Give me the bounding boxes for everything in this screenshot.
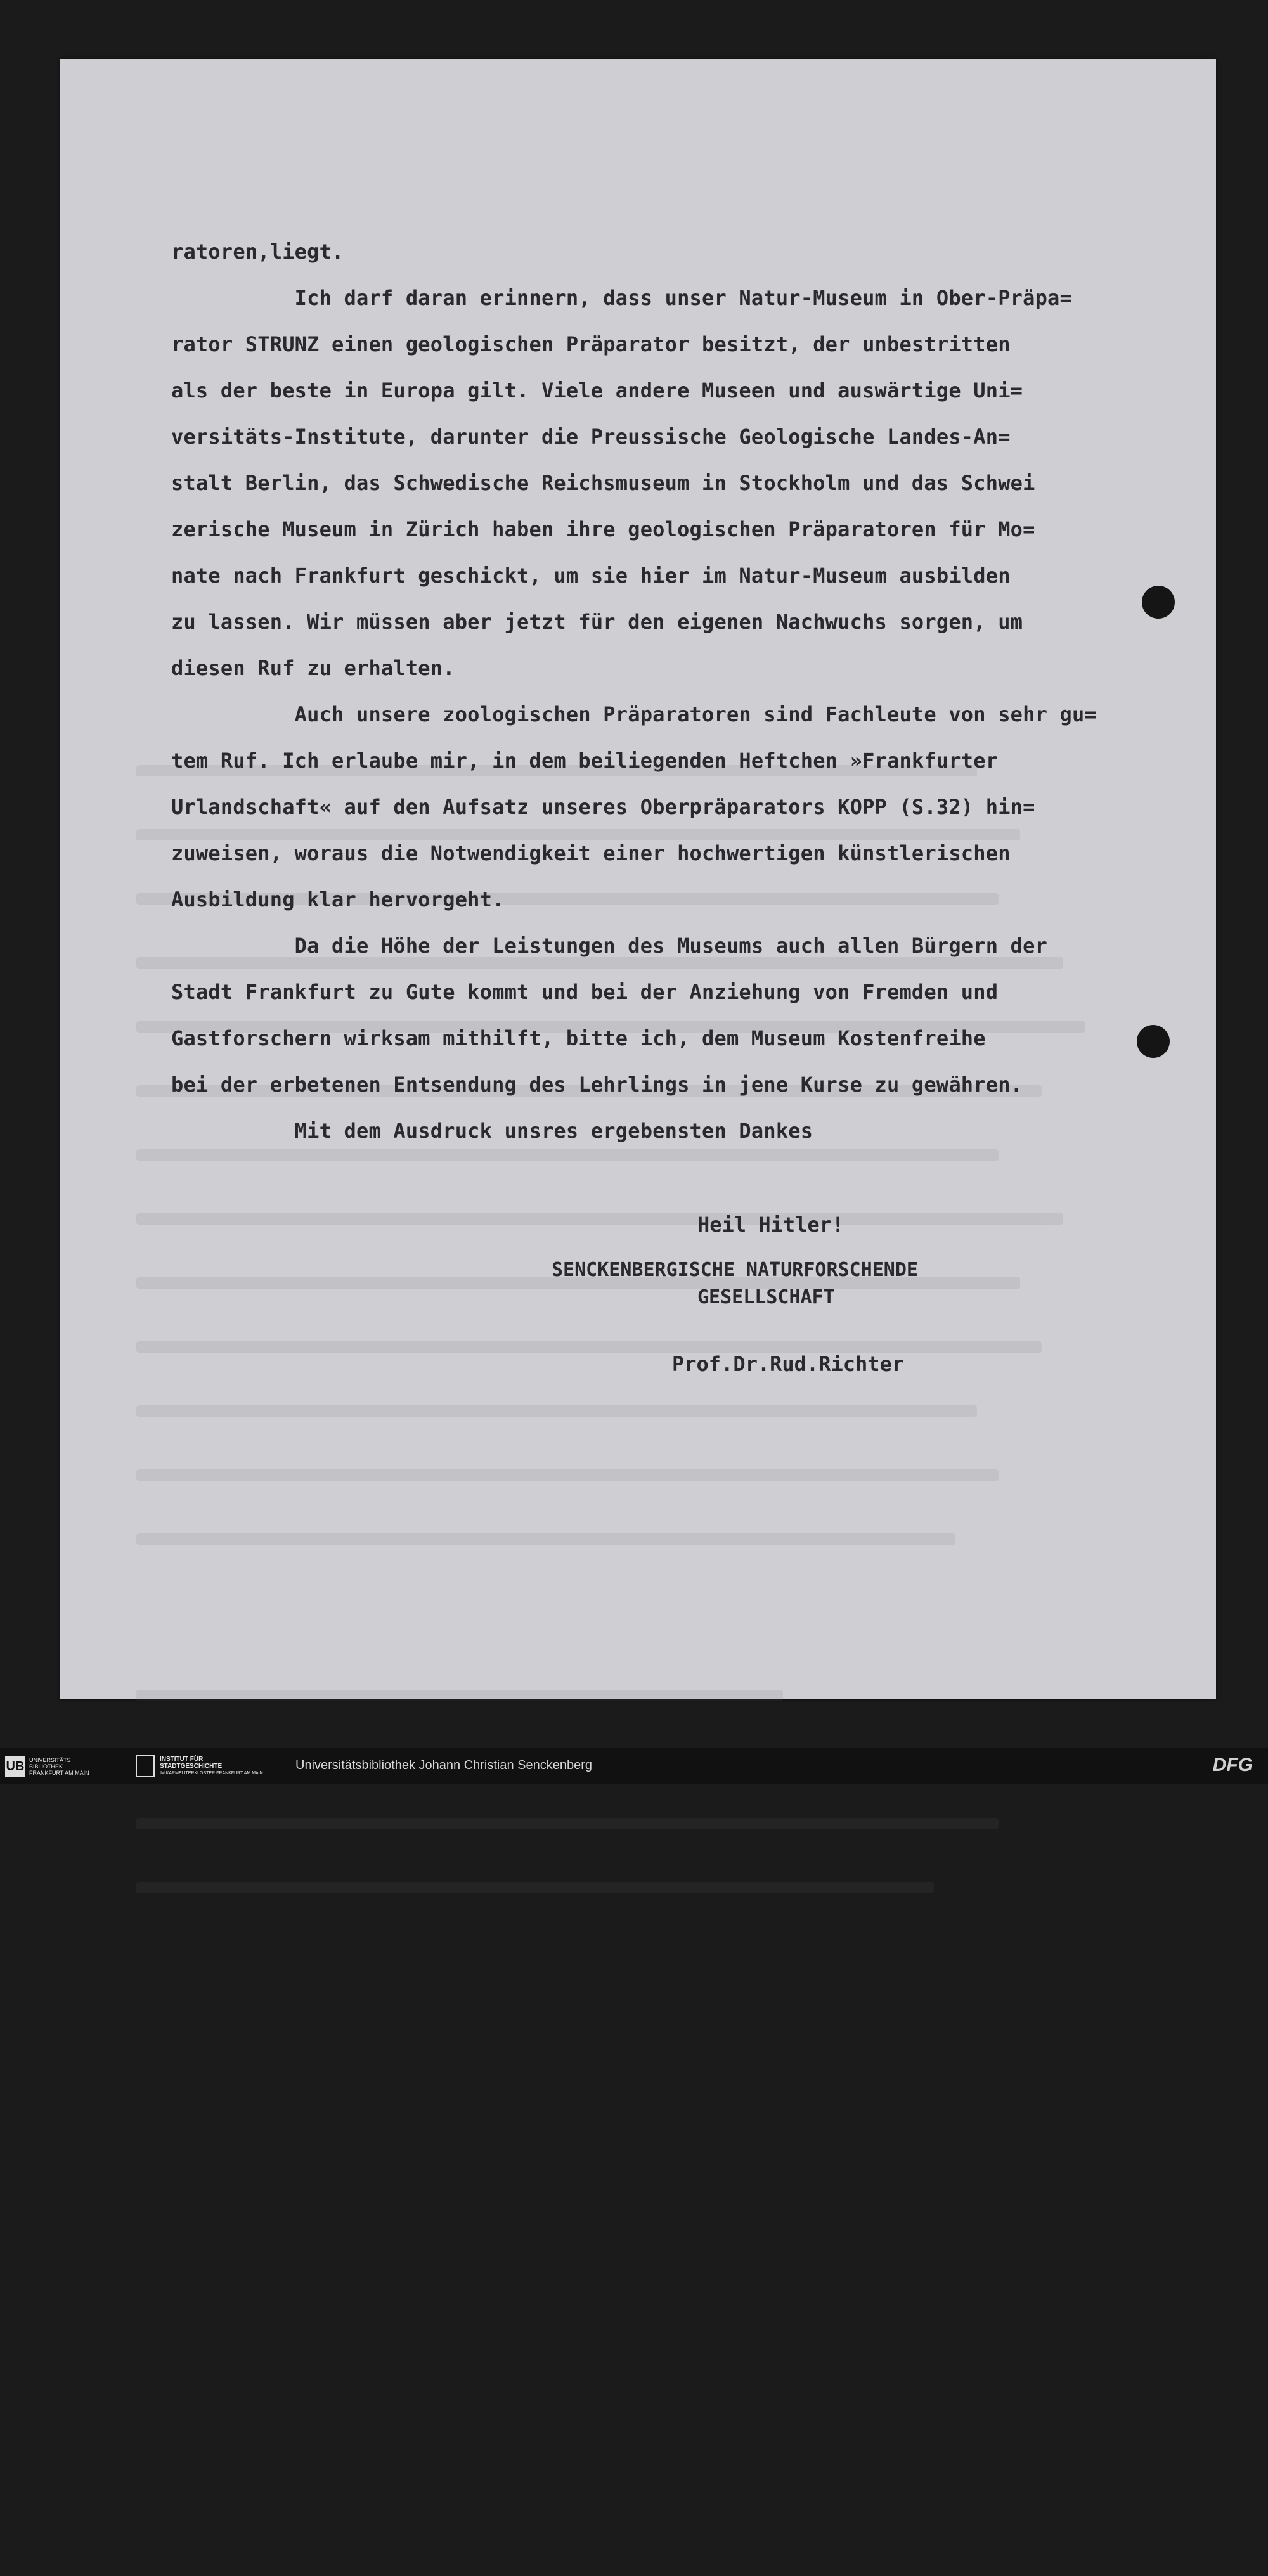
letter-line: tem Ruf. Ich erlaube mir, in dem beiliegenden Heftchen »Frankfurter bbox=[171, 749, 999, 773]
signature-name: Prof.Dr.Rud.Richter bbox=[672, 1352, 905, 1376]
punch-hole-top bbox=[1142, 586, 1175, 619]
ub-name bbox=[29, 1757, 99, 1776]
institute-logo bbox=[136, 1755, 280, 1777]
letter-line: versitäts-Institute, darunter die Preussische Geologische Landes-An= bbox=[171, 425, 1011, 449]
letter-line: zu lassen. Wir müssen aber jetzt für den eigenen Nachwuchs sorgen, um bbox=[171, 610, 1023, 634]
ub-mark-icon: UB bbox=[5, 1756, 25, 1777]
library-name: Universitätsbibliothek Johann Christian Senckenberg bbox=[295, 1758, 593, 1772]
ub-logo bbox=[5, 1756, 99, 1777]
letter-line: nate nach Frankfurt geschickt, um sie hier im Natur-Museum ausbilden bbox=[171, 564, 1011, 588]
punch-hole-bottom bbox=[1137, 1025, 1170, 1058]
letter-line: Urlandschaft« auf den Aufsatz unseres Oberpräparators KOPP (S.32) hin= bbox=[171, 795, 1035, 819]
letter-line: stalt Berlin, das Schwedische Reichsmuseum in Stockholm und das Schwei bbox=[171, 471, 1035, 495]
letter-line: Mit dem Ausdruck unsres ergebensten Dankes bbox=[171, 1119, 813, 1143]
institute-line-1: INSTITUT FÜR bbox=[160, 1755, 204, 1763]
letter-line: Ich darf daran erinnern, dass unser Natur-Museum in Ober-Präpa= bbox=[171, 286, 1072, 310]
letter-line: ratoren,liegt. bbox=[171, 240, 344, 264]
letter-line: zerische Museum in Zürich haben ihre geologischen Präparatoren für Mo= bbox=[171, 517, 1035, 541]
letter-line: als der beste in Europa gilt. Viele andere Museen und auswärtige Uni= bbox=[171, 378, 1023, 402]
letter-line: bei der erbetenen Entsendung des Lehrlings in jene Kurse zu gewähren. bbox=[171, 1072, 1023, 1097]
organization-line-1: SENCKENBERGISCHE NATURFORSCHENDE bbox=[552, 1259, 918, 1281]
dfg-logo: DFG bbox=[1212, 1755, 1253, 1775]
letter-line: Ausbildung klar hervorgeht. bbox=[171, 887, 505, 911]
ub-place-line: FRANKFURT AM MAIN bbox=[29, 1770, 89, 1776]
institute-mark-icon bbox=[136, 1755, 155, 1777]
letter-line: Stadt Frankfurt zu Gute kommt und bei der Anziehung von Fremden und bbox=[171, 980, 999, 1004]
letter-line: Da die Höhe der Leistungen des Museums auch allen Bürgern der bbox=[171, 934, 1048, 958]
archive-footer-bar bbox=[0, 1748, 1268, 1784]
institute-name bbox=[160, 1756, 280, 1777]
letter-line: zuweisen, woraus die Notwendigkeit einer hochwertigen künstlerischen bbox=[171, 841, 1011, 865]
organization-line-2: GESELLSCHAFT bbox=[697, 1286, 835, 1308]
greeting: Heil Hitler! bbox=[697, 1213, 844, 1237]
document-page bbox=[60, 59, 1216, 1699]
letter-line: Auch unsere zoologischen Präparatoren sind Fachleute von sehr gu= bbox=[171, 702, 1097, 726]
institute-line-3: IM KARMELITERKLOSTER FRANKFURT AM MAIN bbox=[160, 1770, 263, 1775]
letter-line: Gastforschern wirksam mithilft, bitte ich, dem Museum Kostenfreihe bbox=[171, 1026, 986, 1050]
letter-line: rator STRUNZ einen geologischen Präparator besitzt, der unbestritten bbox=[171, 332, 1011, 356]
letter-body bbox=[171, 229, 1211, 1154]
institute-line-2: STADTGESCHICHTE bbox=[160, 1762, 223, 1770]
letter-line: diesen Ruf zu erhalten. bbox=[171, 656, 455, 680]
ub-name-line: UNIVERSITÄTS BIBLIOTHEK bbox=[29, 1757, 71, 1770]
